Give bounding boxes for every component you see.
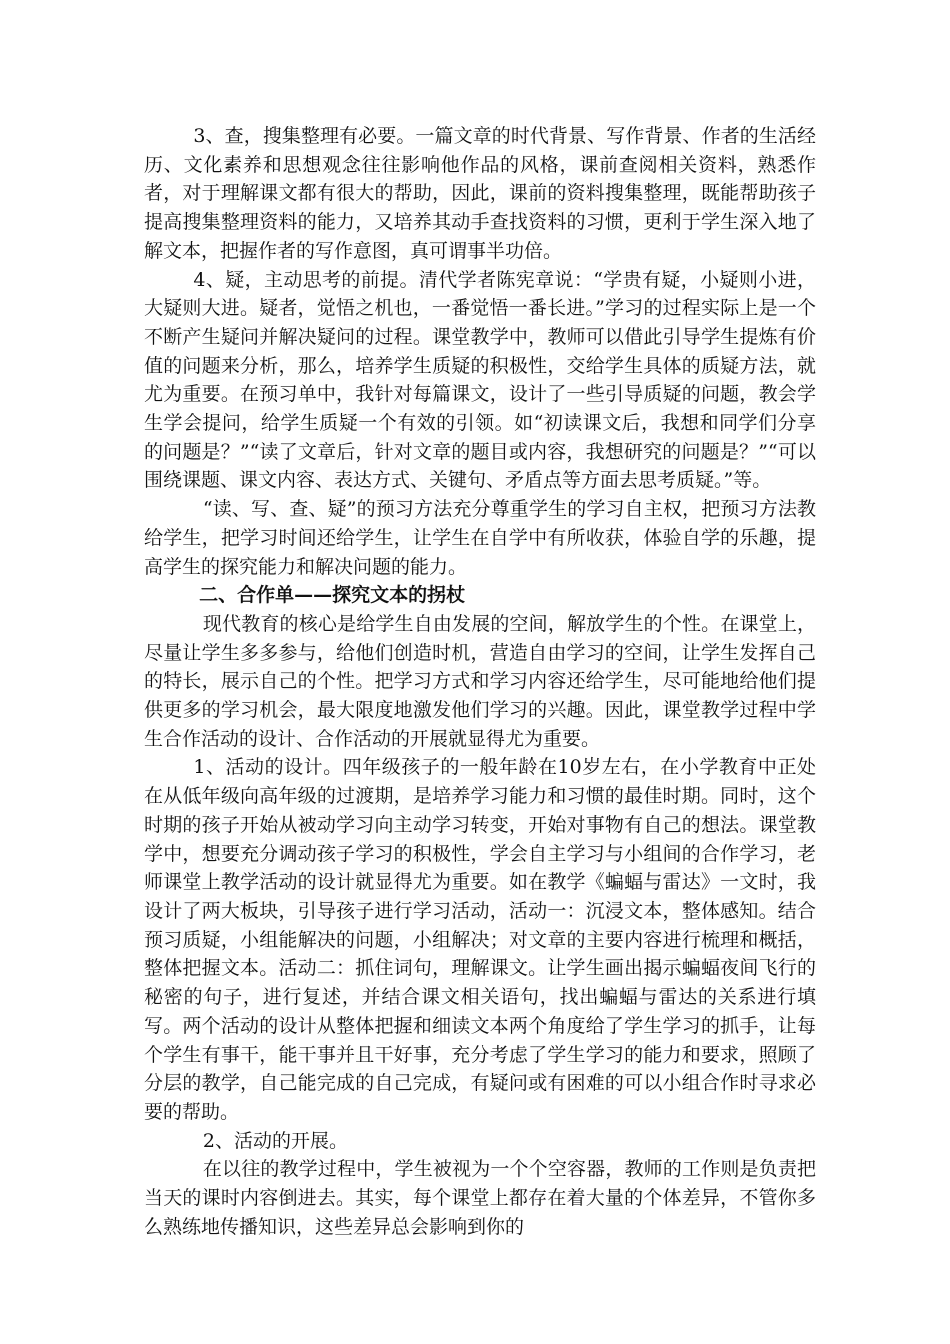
- paragraph-question: 4、疑，主动思考的前提。清代学者陈宪章说：“学贵有疑，小疑则小进，大疑则大进。疑者，觉悟之机也，一番觉悟一番长进。”学习的过程实际上是一个不断产生疑问并解决疑问的过程。课堂教学中，教师可以借此引导学生提炼有价值的问题来分析，那么，培养学生质疑的积极性，交给学生具体的质疑方法，就尤为重要。在预习单中，我针对每篇课文，设计了一些引导质疑的问题，教会学生学会提问，给学生质疑一个有效的引领。如“初读课文后，我想和同学们分享的问题是？”“读了文章后，针对文章的题目或内容，我想研究的问题是？”“可以围绕课题、课文内容、表达方式、关键句、矛盾点等方面去思考质疑。”等。: [144, 268, 816, 492]
- paragraph-past-teaching: 在以往的教学过程中，学生被视为一个个空容器，教师的工作则是负责把当天的课时内容倒进去。其实，每个课堂上都存在着大量的个体差异，不管你多么熟练地传播知识，这些差异总会影响到你的: [144, 1158, 816, 1238]
- document-body: [144, 122, 816, 1241]
- paragraph-modern-education: 现代教育的核心是给学生自由发展的空间，解放学生的个性。在课堂上，尽量让学生多多参与，给他们创造时机，营造自由学习的空间，让学生发挥自己的特长，展示自己的个性。把学习方式和学习内容还给学生，尽可能地给他们提供更多的学习机会，最大限度地激发他们学习的兴趣。因此，课堂教学过程中学生合作活动的设计、合作活动的开展就显得尤为重要。: [144, 612, 816, 750]
- paragraph-activity-conduct: 2、活动的开展。: [202, 1129, 348, 1152]
- paragraph-summary: “读、写、查、疑”的预习方法充分尊重学生的学习自主权，把预习方法教给学生，把学习时间还给学生，让学生在自学中有所收获，体验自学的乐趣，提高学生的探究能力和解决问题的能力。: [144, 498, 816, 578]
- paragraph-search: 3、查，搜集整理有必要。一篇文章的时代背景、写作背景、作者的生活经历、文化素养和思想观念往往影响他作品的风格，课前查阅相关资料，熟悉作者，对于理解课文都有很大的帮助，因此，课前的资料搜集整理，既能帮助孩子提高搜集整理资料的能力，又培养其动手查找资料的习惯，更利于学生深入地了解文本，把握作者的写作意图，真可谓事半功倍。: [144, 125, 816, 262]
- paragraph-activity-design: 1、活动的设计。四年级孩子的一般年龄在10岁左右，在小学教育中正处在从低年级向高年级的过渡期，是培养学习能力和习惯的最佳时期。同时，这个时期的孩子开始从被动学习向主动学习转变，开始对事物有自己的想法。课堂教学中，想要充分调动孩子学习的积极性，学会自主学习与小组间的合作学习，老师课堂上教学活动的设计就显得尤为重要。如在教学《蝙蝠与雷达》一文时，我设计了两大板块，引导孩子进行学习活动，活动一：沉浸文本，整体感知。结合预习质疑，小组能解决的问题，小组解决；对文章的主要内容进行梳理和概括，整体把握文本。活动二：抓住词句，理解课文。让学生画出揭示蝙蝠夜间飞行的秘密的句子，进行复述，并结合课文相关语句，找出蝙蝠与雷达的关系进行填写。两个活动的设计从整体把握和细读文本两个角度给了学生学习的抓手，让每个学生有事干，能干事并且干好事，充分考虑了学生学习的能力和要求，照顾了分层的教学，自己能完成的自己完成，有疑问或有困难的可以小组合作时寻求必要的帮助。: [144, 756, 816, 1123]
- section-heading: 二、合作单——探究文本的拐杖: [199, 584, 466, 607]
